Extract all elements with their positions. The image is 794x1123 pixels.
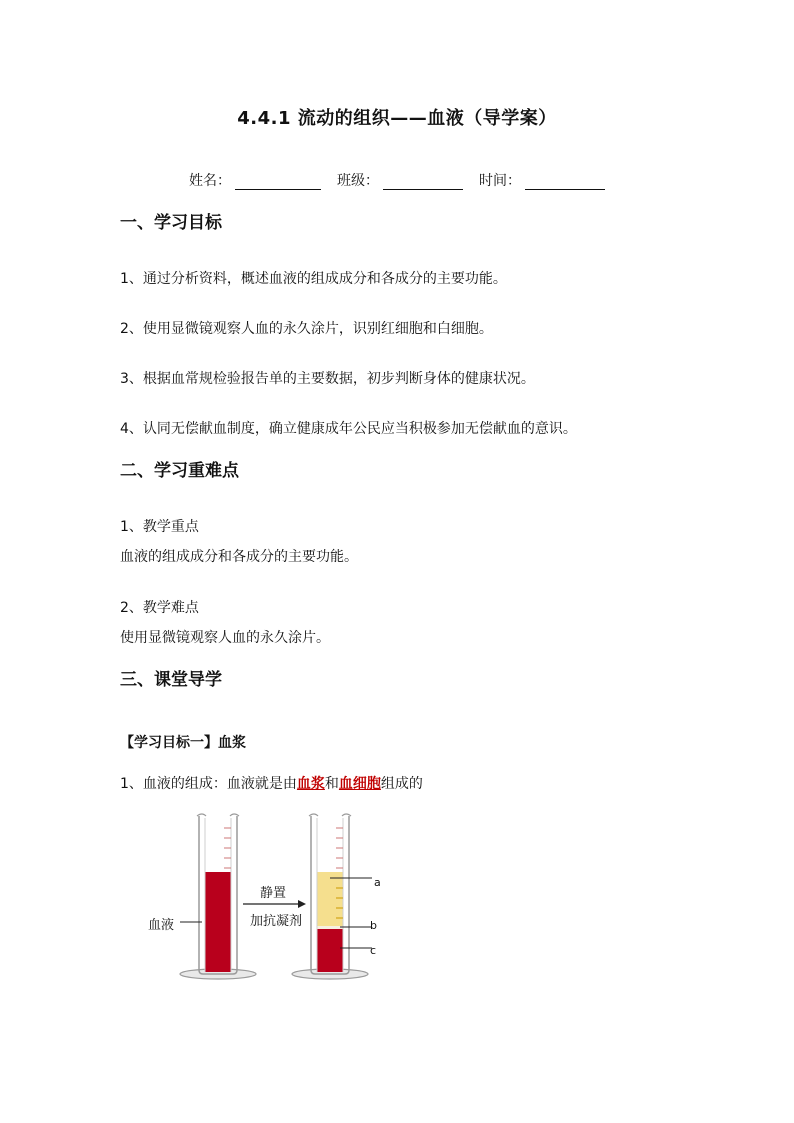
- name-label: 姓名：: [189, 173, 231, 189]
- blood-label: 血液: [148, 918, 175, 933]
- buffy-coat-layer: [317, 926, 343, 929]
- answer-blood-cells: 血细胞: [338, 776, 381, 792]
- arrow-label-stand: 静置: [260, 886, 287, 901]
- goal-one-heading: 【学习目标一】血浆: [120, 735, 246, 751]
- time-blank[interactable]: [525, 173, 605, 190]
- left-cylinder: [180, 814, 256, 979]
- name-field: [189, 170, 321, 190]
- right-cylinder: [292, 814, 368, 979]
- label-a: a: [374, 876, 381, 889]
- key-point-label: 1、教学重点: [120, 519, 199, 535]
- whole-blood-fill: [205, 872, 231, 972]
- key-point-text: 血液的组成成分和各成分的主要功能。: [120, 549, 358, 565]
- blood-separation-figure: [140, 808, 400, 988]
- name-blank[interactable]: [235, 173, 321, 190]
- section1-heading: 一、学习目标: [120, 213, 222, 233]
- red-cell-layer: [317, 929, 343, 972]
- difficult-point-text: 使用显微镜观察人血的永久涂片。: [120, 630, 330, 646]
- arrow-label-anticoagulant: 加抗凝剂: [250, 914, 303, 929]
- section2-heading: 二、学习重难点: [120, 461, 239, 481]
- difficult-point-label: 2、教学难点: [120, 600, 199, 616]
- question-1-prefix: 1、血液的组成：血液就是由: [120, 776, 297, 792]
- question-1-mid: 和: [324, 776, 339, 792]
- separation-arrow: [243, 900, 306, 908]
- goal-item-3: 3、根据血常规检验报告单的主要数据，初步判断身体的健康状况。: [120, 371, 535, 387]
- question-1-suffix: 组成的: [380, 776, 423, 792]
- class-field: [337, 170, 463, 190]
- class-label: 班级：: [337, 173, 379, 189]
- goal-item-4: 4、认同无偿献血制度，确立健康成年公民应当积极参加无偿献血的意识。: [120, 421, 577, 437]
- goal-item-1: 1、通过分析资料，概述血液的组成成分和各成分的主要功能。: [120, 271, 507, 287]
- question-1: [120, 773, 423, 793]
- answer-plasma: 血浆: [296, 776, 325, 792]
- time-label: 时间：: [479, 173, 521, 189]
- label-c: c: [370, 944, 377, 957]
- section3-heading: 三、课堂导学: [120, 670, 222, 690]
- label-b: b: [370, 919, 377, 932]
- time-field: [479, 170, 605, 190]
- class-blank[interactable]: [383, 173, 463, 190]
- plasma-layer: [317, 872, 343, 928]
- page-title: 4.4.1 流动的组织——血液（导学案）: [237, 108, 557, 129]
- goal-item-2: 2、使用显微镜观察人血的永久涂片，识别红细胞和白细胞。: [120, 321, 493, 337]
- student-info-row: [0, 170, 794, 190]
